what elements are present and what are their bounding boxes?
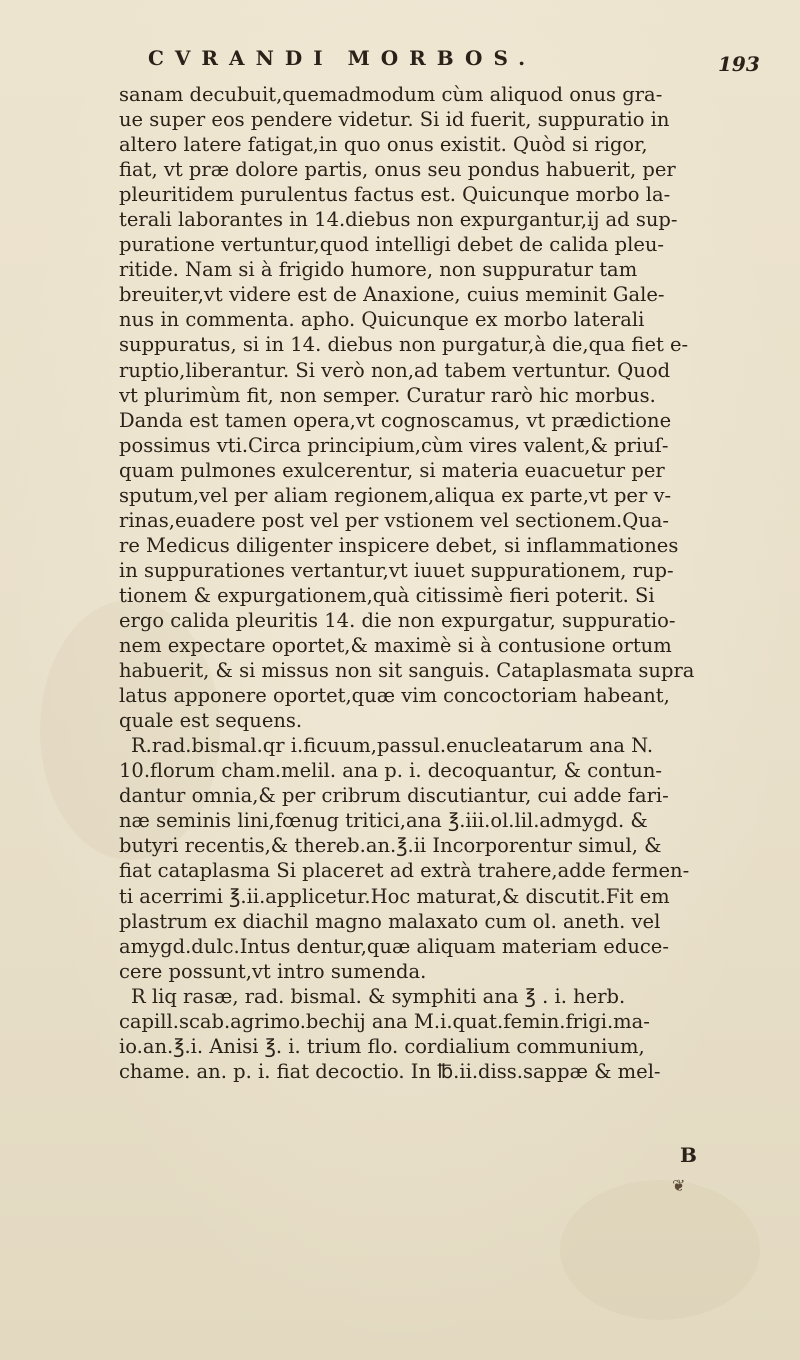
text-line: pleuritidem purulentus factus est. Quicunque morbo la- <box>119 183 671 207</box>
text-line: fiat, vt præ dolore partis, onus seu pondus habuerit, per <box>119 158 676 182</box>
text-line: vt plurimùm fit, non semper. Curatur rarò hic morbus. <box>119 383 656 407</box>
signature-mark: B <box>680 1143 697 1167</box>
text-line: ruptio,liberantur. Si verò non,ad tabem vertuntur. Quod <box>119 358 671 382</box>
text-line: capill.scab.agrimo.bechij ana M.i.quat.femin.frigi.ma- <box>119 1009 650 1033</box>
text-line: habuerit, & si missus non sit sanguis. Cataplasmata supra <box>119 659 695 683</box>
text-line: ergo calida pleuritis 14. die non expurgatur, suppuratio- <box>119 608 676 632</box>
text-line: terali laborantes in 14.diebus non expurgantur,ij ad sup- <box>119 208 678 232</box>
text-line: re Medicus diligenter inspicere debet, si inflammationes <box>119 533 679 557</box>
running-head-word-1: CVRANDI <box>148 46 334 70</box>
text-line: latus apponere oportet,quæ vim concoctoriam habeant, <box>119 684 670 708</box>
paper-stain <box>560 1180 760 1320</box>
text-line: tionem & expurgationem,quà citissimè fieri poterit. Si <box>119 583 655 607</box>
body-text <box>119 82 739 1084</box>
text-line: suppuratus, si in 14. diebus non purgatur,à die,qua fiet e- <box>119 333 689 357</box>
text-line: fiat cataplasma Si placeret ad extrà trahere,adde fermen- <box>119 859 690 883</box>
text-line: nem expectare oportet,& maximè si à contusione ortum <box>119 634 672 658</box>
text-line: næ seminis lini,fœnug tritici,ana ℥.iii.ol.lil.admygd. & <box>119 809 648 833</box>
text-line: chame. an. p. i. fiat decoctio. In ℔.ii.diss.sappæ & mel- <box>119 1059 661 1083</box>
text-line: ti acerrimi ℥.ii.applicetur.Hoc maturat,& discutit.Fit em <box>119 884 670 908</box>
text-line: ue super eos pendere videtur. Si id fuerit, suppuratio in <box>119 108 670 132</box>
recipe-line: R.rad.bismal.qr i.ficuum,passul.enucleatarum ana N. <box>131 734 654 758</box>
text-line: amygd.dulc.Intus dentur,quæ aliquam materiam educe- <box>119 934 669 958</box>
text-line: altero latere fatigat,in quo onus existit. Quòd si rigor, <box>119 133 648 157</box>
printer-ornament: ❦ <box>672 1176 686 1195</box>
page-number: 193 <box>718 52 760 76</box>
running-head <box>148 46 536 70</box>
recipe-line: R liq rasæ, rad. bismal. & symphiti ana ℥ . i. herb. <box>131 984 626 1008</box>
text-line: 10.florum cham.melil. ana p. i. decoquantur, & contun- <box>119 759 662 783</box>
text-line: plastrum ex diachil magno malaxato cum ol. aneth. vel <box>119 909 661 933</box>
text-line: possimus vti.Circa principium,cùm vires valent,& priuſ- <box>119 433 669 457</box>
text-line: sanam decubuit,quemadmodum cùm aliquod onus gra- <box>119 83 663 106</box>
text-line: nus in commenta. apho. Quicunque ex morbo laterali <box>119 308 645 332</box>
text-line: dantur omnia,& per cribrum discutiantur, cui adde fari- <box>119 784 669 808</box>
text-line: Danda est tamen opera,vt cognoscamus, vt prædictione <box>119 408 672 432</box>
running-head-word-2: MORBOS. <box>347 46 537 70</box>
text-line: rinas,euadere post vel per vstionem vel sectionem.Qua- <box>119 508 669 532</box>
page-header <box>0 46 800 76</box>
text-line: quam pulmones exulcerentur, si materia euacuetur per <box>119 458 665 482</box>
text-line: puratione vertuntur,quod intelligi debet de calida pleu- <box>119 233 665 257</box>
text-line: cere possunt,vt intro sumenda. <box>119 959 427 983</box>
text-line: breuiter,vt videre est de Anaxione, cuius meminit Gale- <box>119 283 665 307</box>
text-line: quale est sequens. <box>119 709 303 733</box>
text-line: io.an.℥.i. Anisi ℥. i. trium flo. cordialium communium, <box>119 1034 645 1058</box>
text-line: sputum,vel per aliam regionem,aliqua ex parte,vt per v- <box>119 483 672 507</box>
text-line: butyri recentis,& thereb.an.℥.ii Incorporentur simul, & <box>119 834 662 858</box>
text-line: in suppurationes vertantur,vt iuuet suppurationem, rup- <box>119 558 674 582</box>
text-line: ritide. Nam si à frigido humore, non suppuratur tam <box>119 258 638 282</box>
